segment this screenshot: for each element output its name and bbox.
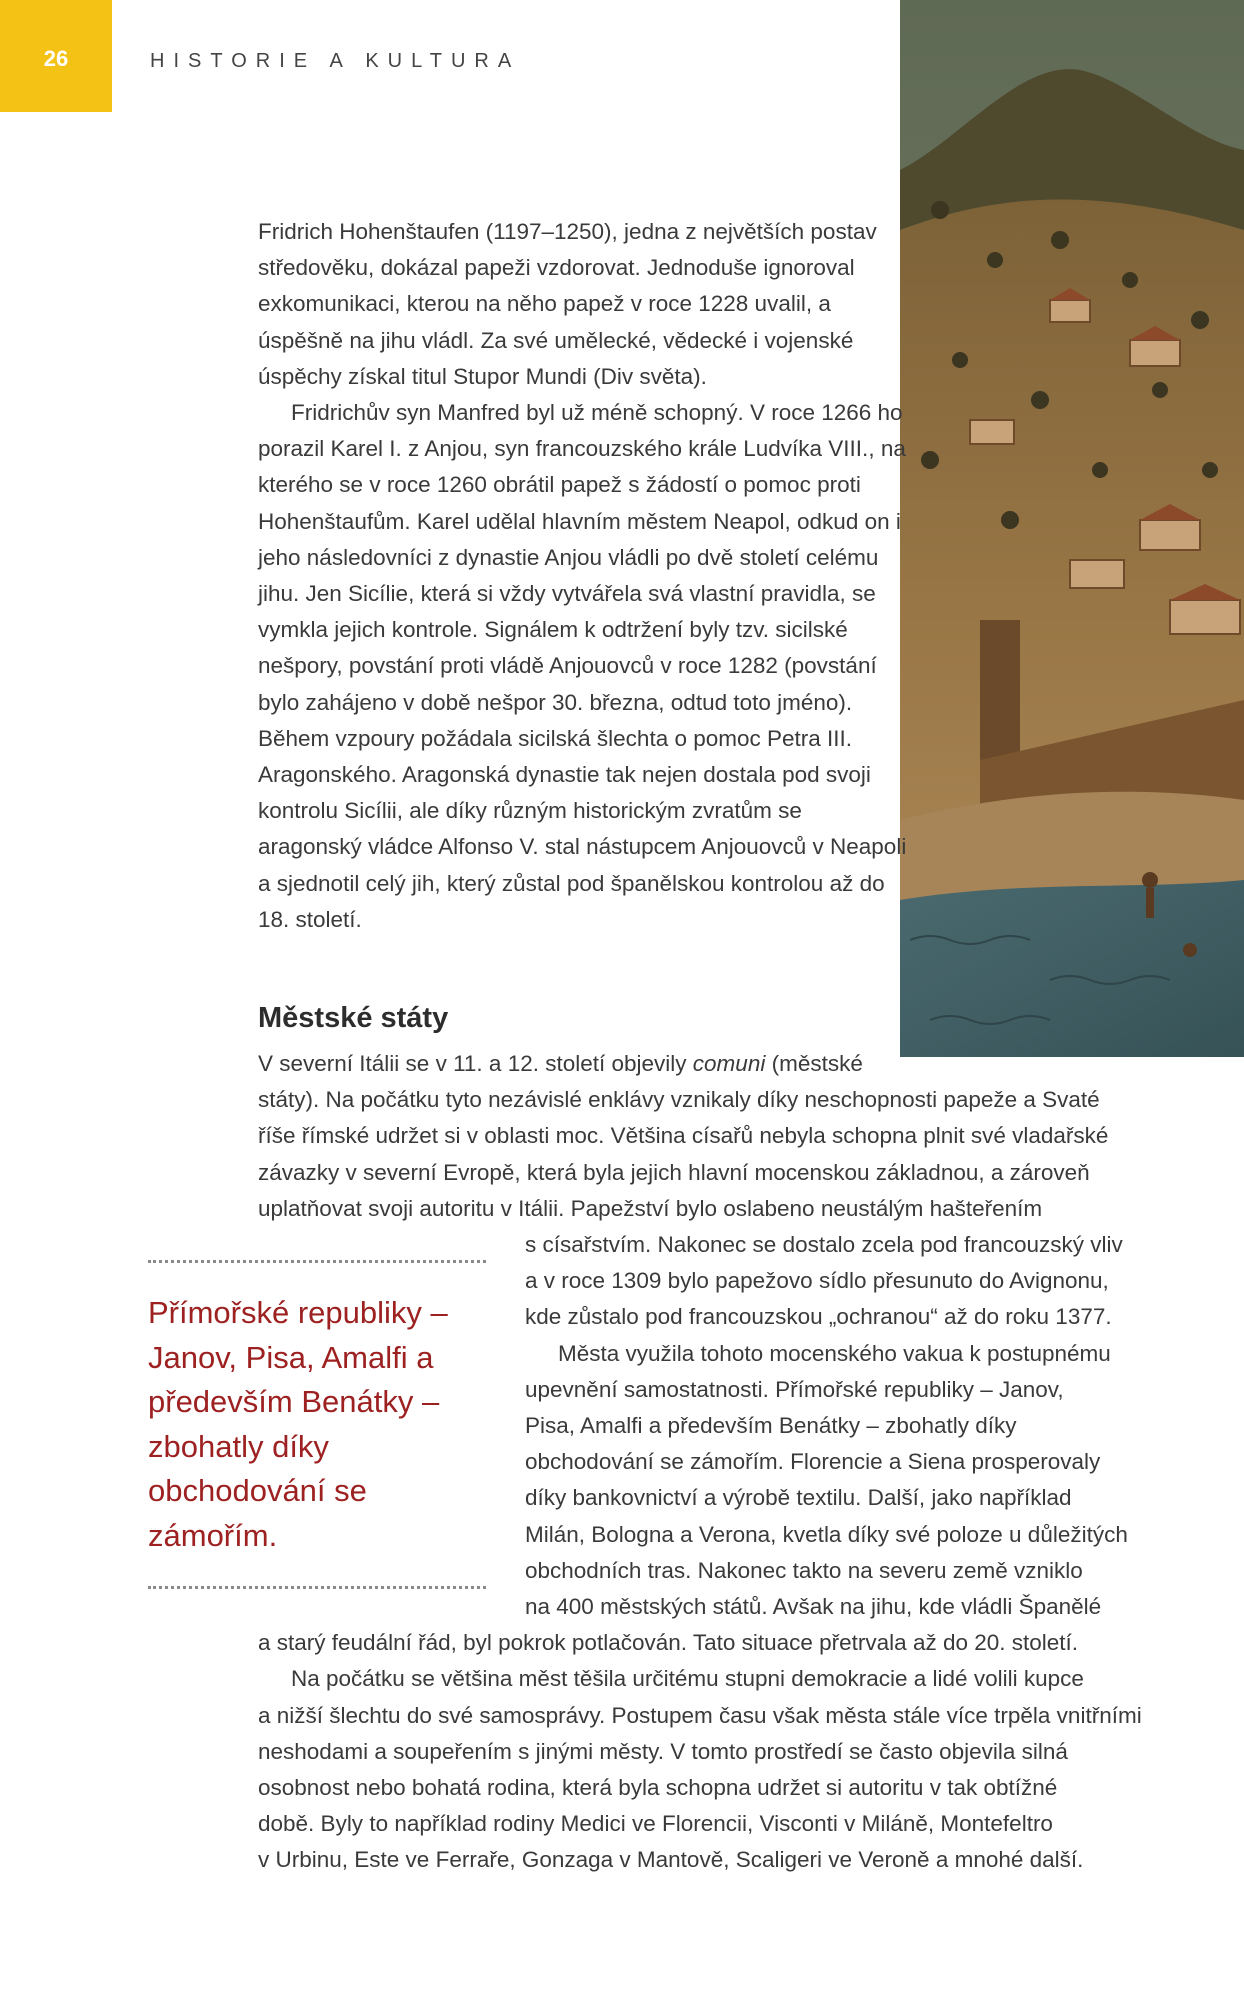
text-line: díky bankovnictví a výrobě textilu. Další, jako například bbox=[525, 1485, 1072, 1511]
text-line: Milán, Bologna a Verona, kvetla díky své poloze u důležitých bbox=[525, 1521, 1128, 1547]
pull-quote-text: Přímořské republiky – Janov, Pisa, Amalfi a především Benátky – zbohatly díky obchodování se zámořím. bbox=[148, 1295, 448, 1553]
paragraph-anjou: Fridrichův syn Manfred byl už méně schopný. V roce 1266 ho porazil Karel I. z Anjou, syn francouzského krále Ludvíka VIII., na kterého se v roce 1260 obrátil papež s žádostí o pomoc proti Hohenštaufům. Karel udělal hlavním městem Neapol, odkud on i jeho následovníci z dynastie Anjou vládli po dvě století celému jihu. Jen Sicílie, která si vždy vytvářela svá vlastní pravidla, se vymkla jejich kontrole. Signálem k odtržení byly tzv. sicilské nešpory, povstání proti vládě Anjouovců v roce 1282 (povstání bylo zahájeno v době nešpor 30. března, odtud toto jméno). Během vzpoury požádala sicilská šlechta o pomoc Petra III. Aragonského. Aragonská dynastie tak nejen dostala pod svoji kontrolu Sicílii, ale díky různým historickým zvratům se aragonský vládce Alfonso V. stal nástupcem Anjouovců v Neapoli a sjednotil celý jih, který zůstal pod španělskou kontrolou až do 18. století. bbox=[258, 400, 907, 932]
text-line: s císařstvím. Nakonec se dostalo zcela pod francouzský vliv bbox=[525, 1232, 1123, 1258]
text-line: V severní Itálii se v 11. a 12. století objevily comuni (městské bbox=[258, 1051, 863, 1076]
text-line: upevnění samostatnosti. Přímořské republiky – Janov, bbox=[525, 1376, 1064, 1402]
paragraph-frederick: Fridrich Hohenštaufen (1197–1250), jedna z největších postav středověku, dokázal papeži vzdorovat. Jednoduše ignoroval exkomunikaci, kterou na něho papež v roce 1228 uvalil, a úspěšně na jihu vládl. Za své umělecké, vědecké i vojenské úspěchy získal titul Stupor Mundi (Div světa). bbox=[258, 219, 877, 389]
text-line: neshodami a soupeřením s jinými městy. V tomto prostředí se často objevila silná bbox=[258, 1738, 1068, 1764]
text-line: a starý feudální řád, byl pokrok potlačován. Tato situace přetrvala až do 20. století. bbox=[258, 1630, 1079, 1656]
page-number: 26 bbox=[43, 46, 69, 71]
text-line: Pisa, Amalfi a především Benátky – zbohatly díky bbox=[525, 1413, 1017, 1439]
text-line: uplatňovat svoji autoritu v Itálii. Papežství bylo oslabeno neustálým hašteřením bbox=[258, 1195, 1043, 1221]
article-intro bbox=[258, 214, 908, 938]
text-line: Města využila tohoto mocenského vakua k postupnému bbox=[558, 1340, 1111, 1366]
text-line: obchodních tras. Nakonec takto na severu země vzniklo bbox=[525, 1557, 1083, 1583]
text-line: osobnost nebo bohatá rodina, která byla schopna udržet si autoritu v tak obtížné bbox=[258, 1775, 1058, 1801]
text-line: době. Byly to například rodiny Medici ve Florencii, Visconti v Miláně, Montefeltro bbox=[258, 1811, 1053, 1837]
section-heading: Městské státy bbox=[258, 1002, 449, 1034]
text-line: a v roce 1309 bylo papežovo sídlo přesunuto do Avignonu, bbox=[525, 1268, 1109, 1294]
section-title: HISTORIE A KULTURA bbox=[150, 50, 521, 72]
pull-quote bbox=[148, 1260, 486, 1589]
text-line: říše římské udržet si v oblasti moc. Většina císařů nebyla schopna plnit své vladařské bbox=[258, 1123, 1109, 1149]
text-line: závazky v severní Evropě, která byla jejich hlavní mocenskou základnou, a zároveň bbox=[258, 1159, 1090, 1185]
text-line: obchodování se zámořím. Florencie a Siena prosperovaly bbox=[525, 1449, 1101, 1475]
text-line: na 400 městských států. Avšak na jihu, kde vládli Španělé bbox=[525, 1594, 1102, 1620]
text-line: státy). Na počátku tyto nezávislé enklávy vznikaly díky neschopnosti papeže a Svaté bbox=[258, 1087, 1100, 1113]
text-line: a nižší šlechtu do své samosprávy. Postupem času však města stále více trpěla vnitřními bbox=[258, 1702, 1142, 1728]
painting-illustration bbox=[900, 0, 1244, 1057]
text-line: kde zůstalo pod francouzskou „ochranou“ až do roku 1377. bbox=[525, 1304, 1112, 1330]
text-line: Na počátku se většina měst těšila určitému stupni demokracie a lidé volili kupce bbox=[291, 1666, 1084, 1692]
painting-image bbox=[900, 0, 1244, 1057]
text-line: v Urbinu, Este ve Ferraře, Gonzaga v Mantově, Scaligeri ve Veroně a mnohé další. bbox=[258, 1847, 1084, 1873]
